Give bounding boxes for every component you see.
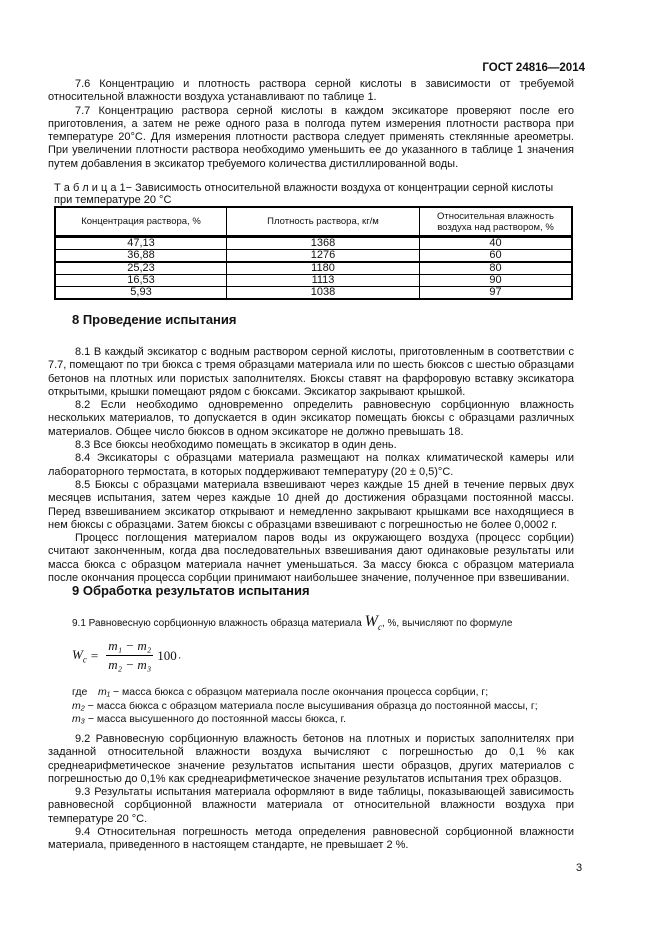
wc-letter: W (364, 613, 378, 630)
wc-symbol (364, 613, 382, 633)
legend-prefix: где (72, 686, 88, 698)
paragraph-7-7: 7.7 Концентрацию раствора серной кислоты в каждом эксикаторе проверяют после его приготовления, а затем не реже одного раза в полгода путем измерения плотности раствора при температуре 20°С. Для измерения плотности раствора следует применять стеклянные ареометры. При увеличении плотности раствора необходимо уменьшить ее до указанного в таблице 1 значения путем добавления в эксикатор требуемого количества дистиллированной воды. (48, 104, 574, 170)
cell-concentration: 5,93 (55, 287, 227, 300)
legend-item-m2 (72, 700, 538, 714)
cell-concentration: 47,13 (55, 237, 227, 250)
section-9-title: 9 Обработка результатов испытания (72, 583, 310, 598)
paragraph-9-2: 9.2 Равновесную сорбционную влажность бетонов на плотных и пористых заполнителях при заданной относительной влажности воздуха вычисляют с погрешностью до 0,1 % как среднеарифметическое значение результатов испытания шести образцов, других материалов с погрешностью до 0,1% как среднеарифметическое значение результатов испытания трех образцов. (48, 733, 574, 785)
formula-numerator: m₁ − m₂ (106, 638, 153, 656)
table-row (55, 250, 572, 263)
cell-humidity: 40 (420, 237, 573, 250)
header-humidity: Относительная влажность воздуха над раствором, % (420, 207, 573, 237)
paragraph-8-4: 8.4 Эксикаторы с образцами материала размещают на полках климатической камеры или лабораторного термостата, в которых поддерживают температуру (20 ± 0,5)°С. (48, 452, 574, 478)
paragraph-9-1-tail: , %, вычисляют по формуле (381, 618, 513, 629)
paragraph-8-5: 8.5 Бюксы с образцами материала взвешивают через каждые 15 дней в течение первых двух месяцев испытания, затем через каждые 10 дней до достижения образцами постоянной массы. Перед взвешиванием эксикатор открывают и немедленно закрывают крышками все находящиеся в нем бюксы с образцами. Затем бюксы с образцами взвешивают с погрешностью не более 0,0002 г. (48, 478, 574, 531)
formula-lhs-subscript: c (82, 654, 87, 665)
table-row (55, 287, 572, 300)
cell-humidity: 80 (420, 262, 573, 275)
cell-humidity: 90 (420, 275, 573, 287)
formula-multiplier: 100 (157, 647, 177, 663)
cell-concentration: 25,23 (55, 262, 227, 275)
legend-var: m₃ (72, 713, 85, 725)
table-row (55, 237, 572, 250)
table-1 (54, 206, 573, 300)
section-8-title: 8 Проведение испытания (72, 312, 237, 327)
legend-var: m₁ (98, 686, 111, 698)
cell-density: 1113 (227, 275, 420, 287)
paragraph-9-4: 9.4 Относительная погрешность метода определения равновесной сорбционной влажности материала, приведенного в настоящем стандарте, не превышает 2 %. (48, 826, 574, 852)
legend-item-m3 (72, 713, 538, 727)
paragraph-9-1-text: 9.1 Равновесную сорбционную влажность образца материала (72, 618, 365, 629)
cell-concentration: 36,88 (55, 250, 227, 263)
cell-density: 1368 (227, 237, 420, 250)
paragraph-8-5-sorption: Процесс поглощения материалом паров воды из окружающего воздуха (процесс сорбции) считают законченным, когда два последовательных взвешивания дают одинаковые результаты или масса бюкса с образцом материала начнет уменьшаться. За массу бюкса с образцом материала после окончания процесса сорбции принимают наибольшее значение, полученное при взвешивании. (48, 532, 574, 585)
cell-density: 1038 (227, 287, 420, 300)
legend-text: − масса бюкса с образцом материала после окончания процесса сорбции, г; (110, 686, 489, 698)
header-density: Плотность раствора, кг/м (227, 207, 420, 237)
table-row (55, 262, 572, 275)
section-9-text (48, 733, 574, 853)
legend-var: m₂ (72, 699, 85, 712)
legend-text: − масса бюкса с образцом материала после высушивания образца до постоянной массы, г; (84, 699, 538, 712)
cell-humidity: 97 (420, 287, 573, 300)
cell-density: 1180 (227, 262, 420, 275)
cell-humidity: 60 (420, 250, 573, 263)
formula-fraction (106, 638, 153, 673)
formula-trail: , (178, 651, 181, 660)
formula-denominator: m₂ − m₃ (108, 657, 152, 672)
page-number: 3 (576, 862, 583, 874)
table-header-row (55, 207, 572, 237)
paragraph-8-1: 8.1 В каждый эксикатор с водным раствором серной кислоты, приготовленным в соответствии с 7.7, помещают по три бюкса с тремя образцами материала или по шесть бюксов с шестью образцами бетонов на плотных или пористых заполнителях. Бюксы ставят на фарфоровую вставку эксикатора открытыми, крышки помещают рядом с бюксами. Эксикатор закрывают крышкой. (48, 346, 574, 398)
formula-equals: = (90, 647, 99, 663)
header-concentration: Концентрация раствора, % (55, 207, 227, 237)
legend-item-m1 (72, 686, 538, 700)
section-8-text (48, 346, 574, 585)
formula-lhs (72, 647, 87, 665)
paragraph-8-2: 8.2 Если необходимо одновременно определить равновесную сорбционную влажность нескольких материалов, то допускается в один эксикатор помещать бюксы с образцами различных материалов. Общее число бюксов в одном эксикаторе не должно превышать 18. (48, 399, 574, 438)
paragraph-7-6: 7.6 Концентрацию и плотность раствора серной кислоты в зависимости от требуемой относительной влажности воздуха устанавливают по таблице 1. (48, 78, 574, 104)
paragraph-8-3: 8.3 Все бюксы необходимо помещать в эксикатор в один день. (75, 439, 397, 452)
cell-concentration: 16,53 (55, 275, 227, 287)
formula-lhs-letter: W (72, 646, 83, 662)
formula-legend (72, 686, 538, 727)
cell-density: 1276 (227, 250, 420, 263)
paragraph-9-3: 9.3 Результаты испытания материала оформляют в виде таблицы, показывающей зависимость равновесной сорбционной влажности материала от относительной влажности воздуха при температуре 20 °С. (48, 786, 574, 825)
table-row (55, 275, 572, 287)
wc-subscript: c (377, 622, 382, 633)
legend-text: − масса высушенного до постоянной массы бюкса, г. (84, 713, 346, 725)
paragraph-9-1 (72, 613, 512, 632)
section-7-text (48, 78, 574, 171)
sorption-formula (72, 638, 181, 673)
table-1-caption: Т а б л и ц а 1− Зависимость относительной влажности воздуха от концентрации серной кислоты при температуре 20 °С (54, 182, 554, 206)
document-id-header: ГОСТ 24816—2014 (482, 62, 585, 74)
